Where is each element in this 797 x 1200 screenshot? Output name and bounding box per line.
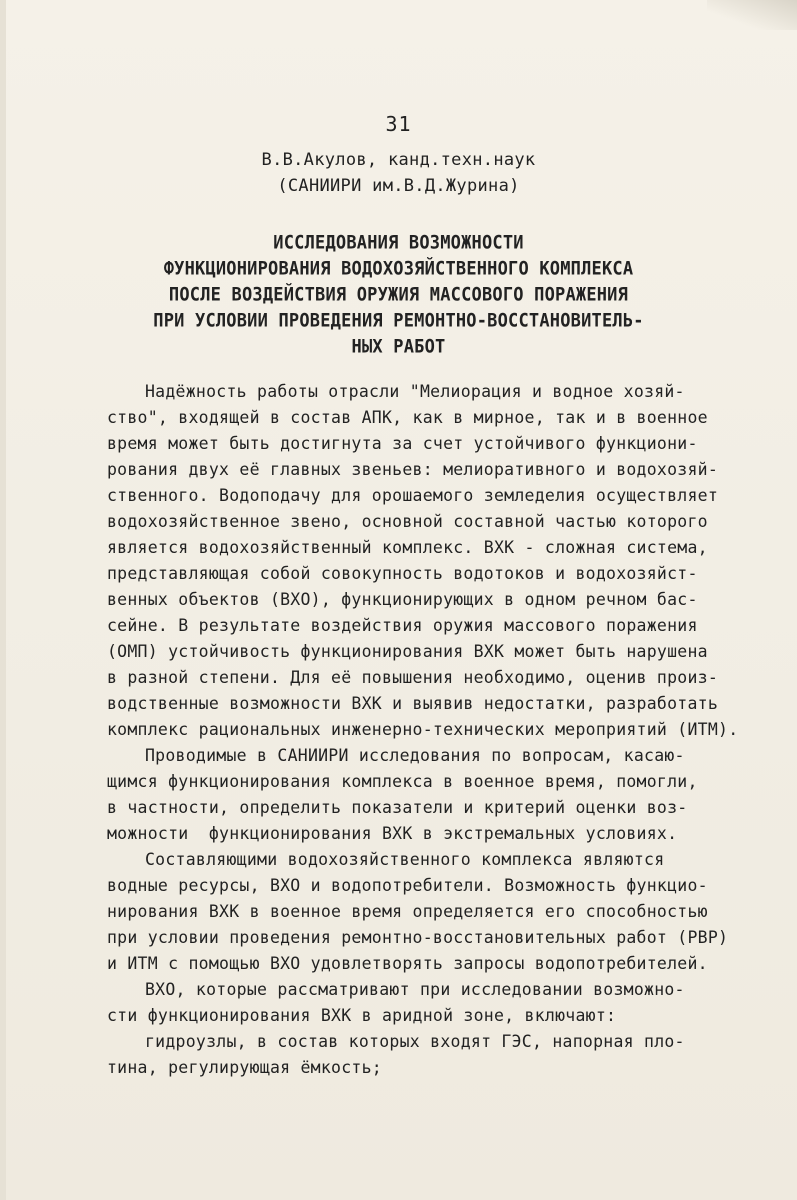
body-line: гидроузлы, в состав которых входят ГЭС, напорная пло-	[145, 1032, 685, 1051]
page-corner-fold	[707, 0, 797, 30]
author-name: В.В.Акулов, канд.техн.наук	[261, 150, 536, 170]
body-line: ство", входящей в состав АПК, как в мирное, так и в военное	[107, 408, 708, 427]
body-line: водохозяйственное звено, основной составной частью которого	[107, 512, 708, 531]
body-line: можности функционирования ВХК в экстремальных условиях.	[107, 824, 678, 843]
body-line: и ИТМ с помощью ВХО удовлетворять запросы водопотребителей.	[107, 954, 708, 973]
title-line: ПОСЛЕ ВОЗДЕЙСТВИЯ ОРУЖИЯ МАССОВОГО ПОРАЖЕНИЯ	[168, 284, 629, 306]
page-number: 31	[385, 112, 412, 136]
body-line: сейне. В результате воздействия оружия массового поражения	[107, 616, 698, 635]
author-affiliation: (САНИИРИ им.В.Д.Журина)	[277, 176, 520, 196]
body-line: водственные возможности ВХК и выявив недостатки, разработать	[107, 694, 719, 713]
title-line: ФУНКЦИОНИРОВАНИЯ ВОДОХОЗЯЙСТВЕННОГО КОМПЛЕКСА	[163, 258, 634, 280]
body-line: в разной степени. Для её повышения необходимо, оценив произ-	[107, 668, 719, 687]
body-line: Надёжность работы отрасли "Мелиорация и водное хозяй-	[145, 382, 685, 401]
title-line: НЫХ РАБОТ	[351, 336, 446, 358]
body-line: рования двух её главных звеньев: мелиоративного и водохозяй-	[107, 460, 719, 479]
body-line: Проводимые в САНИИРИ исследования по вопросам, касаю-	[145, 746, 685, 765]
body-line: щимся функционирования комплекса в военное время, помогли,	[107, 772, 698, 791]
body-line: в частности, определить показатели и критерий оценки воз-	[107, 798, 688, 817]
body-line: ственного. Водоподачу для орошаемого земледелия осуществляет	[107, 486, 719, 505]
title-line: ПРИ УСЛОВИИ ПРОВЕДЕНИЯ РЕМОНТНО-ВОССТАНОВИТЕЛЬ-	[153, 310, 644, 332]
body-line: тина, регулирующая ёмкость;	[107, 1058, 382, 1077]
body-line: нирования ВХК в военное время определяется его способностью	[107, 902, 708, 921]
body-line: венных объектов (ВХО), функционирующих в одном речном бас-	[107, 590, 698, 609]
body-line: при условии проведения ремонтно-восстановительных работ (РВР)	[107, 928, 729, 947]
body-line: комплекс рациональных инженерно-технических мероприятий (ИТМ).	[107, 720, 739, 739]
body-line: сти функционирования ВХК в аридной зоне, включают:	[107, 1006, 617, 1025]
body-line: водные ресурсы, ВХО и водопотребители. Возможность функцио-	[107, 876, 708, 895]
body-line: ВХО, которые рассматривают при исследовании возможно-	[145, 980, 685, 999]
body-line: время может быть достигнута за счет устойчивого функциони-	[107, 434, 698, 453]
body-line: является водохозяйственный комплекс. ВХК - сложная система,	[107, 538, 708, 557]
title-line: ИССЛЕДОВАНИЯ ВОЗМОЖНОСТИ	[273, 232, 524, 254]
body-line: Составляющими водохозяйственного комплекса являются	[145, 850, 665, 869]
body-line: представляющая собой совокупность водотоков и водохозяйст-	[107, 564, 698, 583]
body-line: (ОМП) устойчивость функционирования ВХК может быть нарушена	[107, 642, 708, 661]
